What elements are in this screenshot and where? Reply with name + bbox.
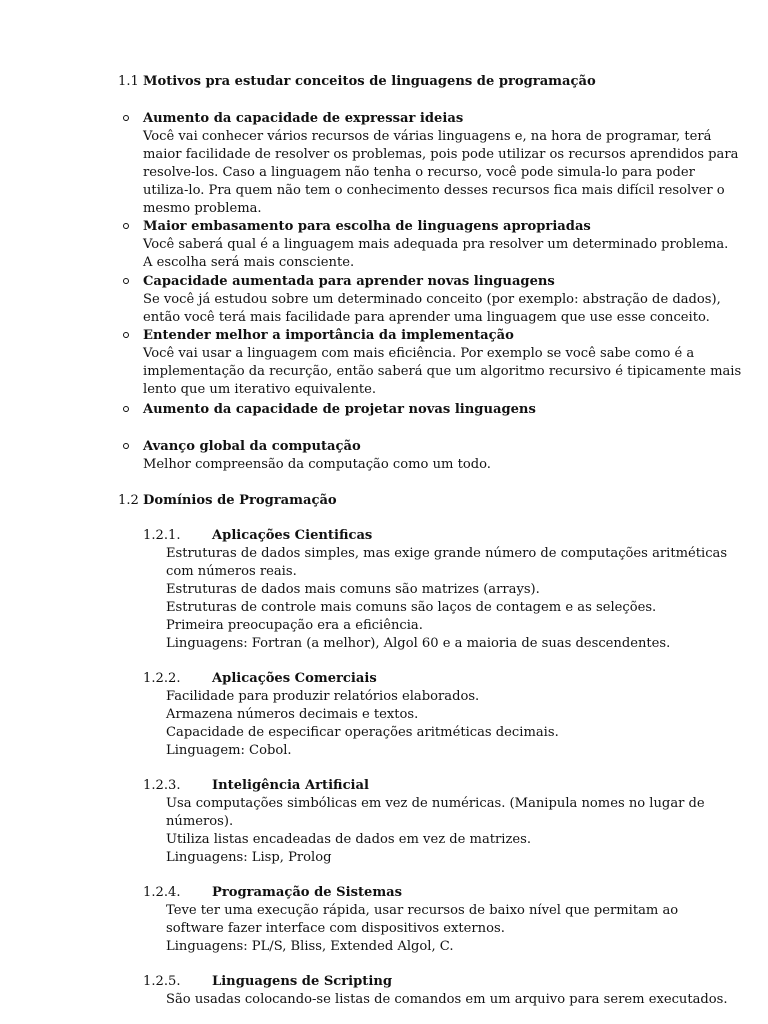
bullet-icon bbox=[123, 278, 129, 284]
subsection-title: Aplicações Cientificas bbox=[212, 528, 373, 543]
item-title: Entender melhor a importância da implementação bbox=[143, 328, 514, 343]
item-line: Se você já estudou sobre um determinado conceito (por exemplo: abstração de dados), bbox=[143, 292, 721, 307]
section-number: 1.2 bbox=[118, 493, 139, 508]
subsection-line: Estruturas de controle mais comuns são laços de contagem e as seleções. bbox=[166, 600, 657, 615]
section-number: 1.1 bbox=[118, 74, 139, 89]
item-line: implementação da recurção, então saberá que um algoritmo recursivo é tipicamente mais bbox=[143, 364, 742, 379]
subsection-line: Primeira preocupação era a eficiência. bbox=[166, 618, 423, 633]
item-line: maior facilidade de resolver os problemas, pois pode utilizar os recursos aprendidos para bbox=[143, 147, 739, 162]
item-title: Aumento da capacidade de expressar ideias bbox=[143, 111, 464, 126]
subsection-line: Estruturas de dados simples, mas exige grande número de computações aritméticas bbox=[166, 546, 728, 561]
bullet-icon bbox=[123, 406, 129, 412]
subsection-line: Linguagens: PL/S, Bliss, Extended Algol, C. bbox=[166, 939, 454, 954]
bullet-icon bbox=[123, 332, 129, 338]
item-line: Você vai conhecer vários recursos de várias linguagens e, na hora de programar, terá bbox=[143, 129, 712, 144]
item-line: então você terá mais facilidade para aprender uma linguagem que use esse conceito. bbox=[143, 310, 710, 325]
section-title: Motivos pra estudar conceitos de linguagens de programação bbox=[143, 74, 596, 89]
subsection-line: Teve ter uma execução rápida, usar recursos de baixo nível que permitam ao bbox=[166, 903, 679, 918]
item-title: Avanço global da computação bbox=[143, 439, 361, 454]
item-line: A escolha será mais consciente. bbox=[143, 255, 355, 270]
subsection-line: Linguagens: Lisp, Prolog bbox=[166, 850, 332, 865]
subsection-line: Estruturas de dados mais comuns são matrizes (arrays). bbox=[166, 582, 540, 597]
item-line: lento que um iterativo equivalente. bbox=[143, 382, 377, 397]
item-line: resolve-los. Caso a linguagem não tenha o recurso, você pode simula-lo para poder bbox=[143, 165, 695, 180]
subsection-number: 1.2.5. bbox=[143, 974, 181, 989]
section-title: Domínios de Programação bbox=[143, 493, 337, 508]
bullet-icon bbox=[123, 115, 129, 121]
item-title: Capacidade aumentada para aprender novas linguagens bbox=[143, 274, 555, 289]
subsection-number: 1.2.3. bbox=[143, 778, 181, 793]
subsection-line: Usa computações simbólicas em vez de numéricas. (Manipula nomes no lugar de bbox=[166, 796, 705, 811]
item-line: Melhor compreensão da computação como um todo. bbox=[143, 457, 491, 472]
bullet-icon bbox=[123, 443, 129, 449]
subsection-line: com números reais. bbox=[166, 564, 297, 579]
subsection-title: Programação de Sistemas bbox=[212, 885, 403, 900]
item-line: Você saberá qual é a linguagem mais adequada pra resolver um determinado problema. bbox=[143, 237, 729, 252]
subsection-line: Linguagem: Cobol. bbox=[166, 743, 292, 758]
subsection-number: 1.2.1. bbox=[143, 528, 181, 543]
subsection-line: números). bbox=[166, 814, 234, 829]
item-line: Você vai usar a linguagem com mais eficiência. Por exemplo se você sabe como é a bbox=[143, 346, 695, 361]
subsection-line: São usadas colocando-se listas de comandos em um arquivo para serem executados. bbox=[166, 992, 728, 1007]
subsection-number: 1.2.2. bbox=[143, 671, 181, 686]
item-title: Aumento da capacidade de projetar novas linguagens bbox=[143, 402, 536, 417]
subsection-number: 1.2.4. bbox=[143, 885, 181, 900]
item-line: utiliza-lo. Pra quem não tem o conhecimento desses recursos fica mais difícil resolver o bbox=[143, 183, 725, 198]
subsection-line: Utiliza listas encadeadas de dados em vez de matrizes. bbox=[166, 832, 532, 847]
subsection-line: Armazena números decimais e textos. bbox=[166, 707, 419, 722]
subsection-title: Linguagens de Scripting bbox=[212, 974, 392, 989]
subsection-title: Aplicações Comerciais bbox=[212, 671, 377, 686]
bullet-icon bbox=[123, 223, 129, 229]
item-line: mesmo problema. bbox=[143, 201, 262, 216]
section-heading-1-1 bbox=[118, 73, 596, 91]
subsection-line: Linguagens: Fortran (a melhor), Algol 60 e a maioria de suas descendentes. bbox=[166, 636, 671, 651]
section-heading-1-2 bbox=[118, 492, 337, 510]
item-title: Maior embasamento para escolha de linguagens apropriadas bbox=[143, 219, 591, 234]
subsection-line: Facilidade para produzir relatórios elaborados. bbox=[166, 689, 480, 704]
subsection-line: Capacidade de especificar operações aritméticas decimais. bbox=[166, 725, 559, 740]
subsection-line: software fazer interface com dispositivos externos. bbox=[166, 921, 505, 936]
subsection-title: Inteligência Artificial bbox=[212, 778, 369, 793]
